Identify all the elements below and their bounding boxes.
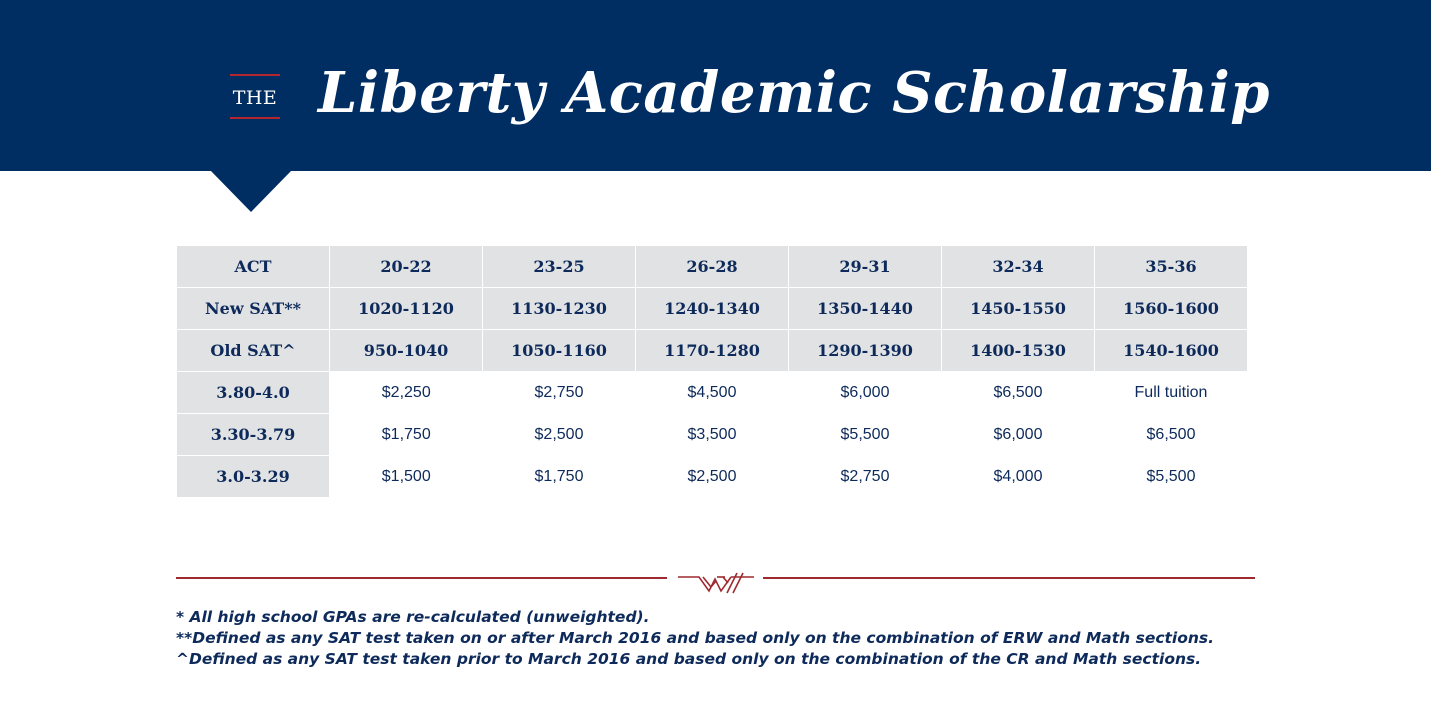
scholarship-table: [176, 245, 1248, 498]
banner-pointer: [210, 170, 292, 212]
row-label: Old SAT^: [177, 330, 330, 372]
award-cell: $3,500: [636, 414, 789, 456]
table-cell: 23-25: [483, 246, 636, 288]
award-cell: Full tuition: [1095, 372, 1248, 414]
row-label: New SAT**: [177, 288, 330, 330]
award-cell: $6,500: [1095, 414, 1248, 456]
footnotes: [176, 607, 1326, 670]
table-cell: 1020-1120: [330, 288, 483, 330]
gpa-label: 3.80-4.0: [177, 372, 330, 414]
table-cell: 20-22: [330, 246, 483, 288]
award-cell: $2,500: [636, 456, 789, 498]
table-cell: 29-31: [789, 246, 942, 288]
award-cell: $5,500: [789, 414, 942, 456]
divider-right: [763, 577, 1255, 579]
the-bottom-rule: [230, 117, 280, 119]
table-cell: 1560-1600: [1095, 288, 1248, 330]
award-cell: $2,750: [789, 456, 942, 498]
footnote-gpa: * All high school GPAs are re-calculated (unweighted).: [176, 608, 650, 626]
footnote-old-sat: ^Defined as any SAT test taken prior to March 2016 and based only on the combination of the CR and Math sections.: [176, 650, 1202, 668]
table-cell: 950-1040: [330, 330, 483, 372]
table-cell: 1350-1440: [789, 288, 942, 330]
table-cell: 1050-1160: [483, 330, 636, 372]
table-cell: 1450-1550: [942, 288, 1095, 330]
table-row-new-sat: [177, 288, 1248, 330]
divider-left: [176, 577, 667, 579]
table-cell: 26-28: [636, 246, 789, 288]
award-cell: $1,500: [330, 456, 483, 498]
table-cell: 1290-1390: [789, 330, 942, 372]
table-row-old-sat: [177, 330, 1248, 372]
footnote-new-sat: **Defined as any SAT test taken on or after March 2016 and based only on the combination of ERW and Math sections.: [176, 629, 1215, 647]
page-title: Liberty Academic Scholarship: [318, 60, 1270, 126]
row-label: ACT: [177, 246, 330, 288]
table-cell: 1170-1280: [636, 330, 789, 372]
award-cell: $4,000: [942, 456, 1095, 498]
award-cell: $6,000: [942, 414, 1095, 456]
table-cell: 32-34: [942, 246, 1095, 288]
table-row-gpa-1: [177, 372, 1248, 414]
gpa-label: 3.30-3.79: [177, 414, 330, 456]
award-cell: $2,750: [483, 372, 636, 414]
award-cell: $6,000: [789, 372, 942, 414]
the-top-rule: [230, 74, 280, 76]
table-cell: 1240-1340: [636, 288, 789, 330]
award-cell: $4,500: [636, 372, 789, 414]
the-prefix-badge: [230, 74, 280, 119]
gpa-label: 3.0-3.29: [177, 456, 330, 498]
award-cell: $1,750: [483, 456, 636, 498]
table-row-act: [177, 246, 1248, 288]
the-prefix: THE: [232, 87, 278, 109]
award-cell: $5,500: [1095, 456, 1248, 498]
table-row-gpa-2: [177, 414, 1248, 456]
table-cell: 1400-1530: [942, 330, 1095, 372]
table-cell: 35-36: [1095, 246, 1248, 288]
award-cell: $2,250: [330, 372, 483, 414]
award-cell: $6,500: [942, 372, 1095, 414]
table-row-gpa-3: [177, 456, 1248, 498]
award-cell: $2,500: [483, 414, 636, 456]
award-cell: $1,750: [330, 414, 483, 456]
table-cell: 1130-1230: [483, 288, 636, 330]
divider-ornament-icon: [677, 569, 755, 595]
table-cell: 1540-1600: [1095, 330, 1248, 372]
